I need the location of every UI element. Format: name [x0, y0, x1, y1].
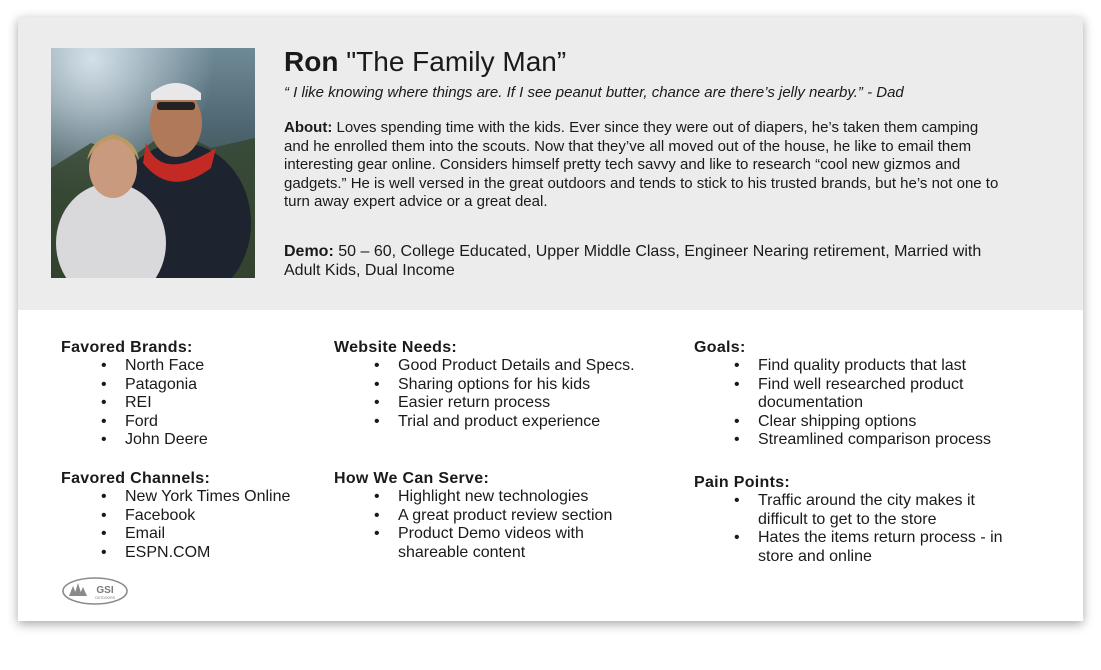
persona-header — [18, 17, 1083, 310]
list-item: • Hates the items return process - in store and online — [758, 529, 1003, 566]
section-title: Website Needs: — [334, 339, 458, 356]
about-text: Loves spending time with the kids. Ever since they were out of diapers, he’s taken them camping and he enrolled them into the scouts. Now that they’ve all moved out of the house, he like to email them interesting gear online. Considers himself pretty tech savvy and like to research “cool new gizmos and gadgets.” He is well versed in the great outdoors and tends to stick to his trusted brands, but he’s not one to turn away expert advice or a great deal. — [284, 119, 999, 211]
list-item: • North Face — [125, 357, 208, 376]
family-photo-icon — [51, 48, 255, 278]
persona-nickname: "The Family Man” — [346, 46, 567, 77]
favored-brands-section — [61, 338, 208, 450]
list-item: • Easier return process — [398, 394, 635, 413]
list-item: • Ford — [125, 413, 208, 432]
persona-demographics — [284, 242, 1006, 280]
demo-label: Demo: — [284, 243, 334, 260]
section-title: Goals: — [694, 339, 746, 356]
list-item: • Find quality products that last — [758, 357, 993, 376]
goals-list — [694, 357, 993, 450]
website-needs-section — [334, 338, 635, 431]
list-item: • Highlight new technologies — [398, 488, 598, 507]
list-item: • Patagonia — [125, 376, 208, 395]
list-item: • Facebook — [125, 507, 290, 526]
persona-about — [284, 119, 1006, 212]
gsi-logo-icon — [61, 576, 129, 606]
section-title: Pain Points: — [694, 474, 791, 491]
list-item: • Product Demo videos with shareable content — [398, 525, 598, 562]
persona-card — [18, 17, 1083, 621]
list-item: • Good Product Details and Specs. — [398, 357, 635, 376]
pain-points-list — [694, 492, 1003, 566]
logo-text: GSI — [96, 585, 114, 596]
favored-channels-section — [61, 469, 290, 562]
persona-quote: “ I like knowing where things are. If I see peanut butter, chance are there’s jelly nearby.” - Dad — [284, 84, 904, 101]
list-item: • REI — [125, 394, 208, 413]
about-label: About: — [284, 119, 333, 136]
favored-channels-list — [61, 488, 290, 562]
persona-first-name: Ron — [284, 46, 339, 77]
how-we-serve-list — [334, 488, 613, 562]
list-item: • John Deere — [125, 431, 208, 450]
list-item: • New York Times Online — [125, 488, 290, 507]
favored-brands-list — [61, 357, 208, 450]
how-we-serve-section — [334, 469, 634, 562]
persona-photo — [51, 48, 255, 278]
website-needs-list — [334, 357, 635, 431]
goals-section — [694, 338, 1004, 450]
list-item: • Sharing options for his kids — [398, 376, 635, 395]
list-item: • A great product review section — [398, 507, 598, 526]
demo-text: 50 – 60, College Educated, Upper Middle Class, Engineer Nearing retirement, Married with Adult Kids, Dual Income — [284, 243, 982, 279]
persona-name — [284, 46, 566, 78]
section-title: Favored Brands: — [61, 339, 193, 356]
gsi-outdoors-logo — [61, 576, 129, 606]
section-title: How We Can Serve: — [334, 470, 490, 487]
logo-subtext: OUTDOORS — [94, 596, 116, 600]
list-item: • Trial and product experience — [398, 413, 635, 432]
pain-points-section — [694, 473, 1004, 566]
list-item: • Clear shipping options — [758, 413, 993, 432]
list-item: • Streamlined comparison process — [758, 431, 993, 450]
list-item: • Traffic around the city makes it difficult to get to the store — [758, 492, 1003, 529]
list-item: • ESPN.COM — [125, 544, 290, 563]
list-item: • Find well researched product documentation — [758, 376, 993, 413]
list-item: • Email — [125, 525, 290, 544]
section-title: Favored Channels: — [61, 470, 211, 487]
